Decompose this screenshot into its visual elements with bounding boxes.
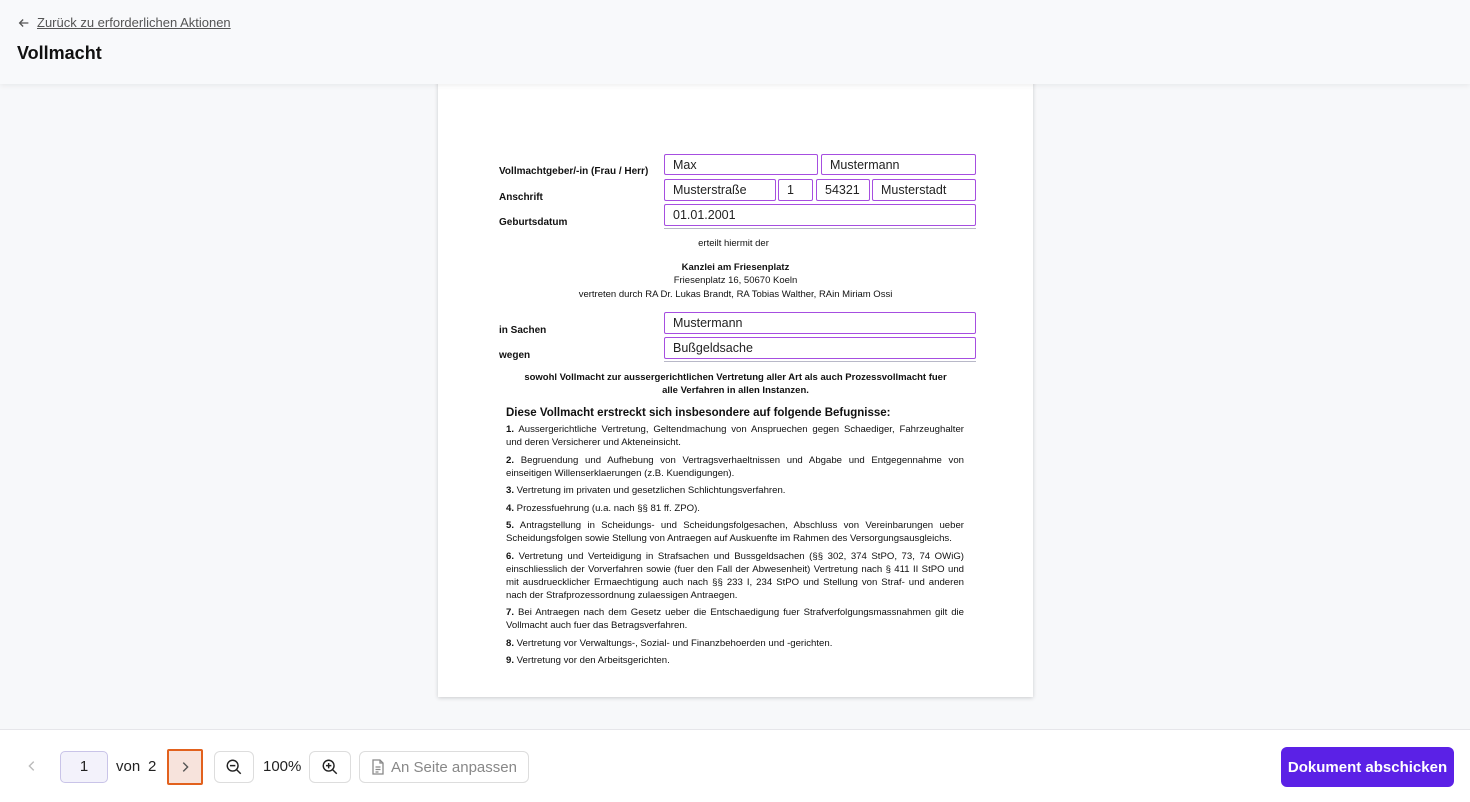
power-text: Vertretung vor den Arbeitsgerichten. bbox=[514, 655, 670, 666]
power-number: 1. bbox=[506, 424, 515, 435]
previous-page-button[interactable] bbox=[20, 750, 44, 782]
total-pages: 2 bbox=[148, 758, 157, 775]
zoom-in-button[interactable] bbox=[309, 751, 351, 783]
birthdate-label: Geburtsdatum bbox=[499, 217, 568, 228]
power-number: 6. bbox=[506, 550, 515, 562]
power-number: 9. bbox=[506, 655, 515, 666]
matter-field[interactable]: Mustermann bbox=[664, 312, 976, 334]
address-label: Anschrift bbox=[499, 192, 543, 203]
birthdate-field[interactable]: 01.01.2001 bbox=[664, 204, 976, 226]
power-number: 4. bbox=[506, 502, 515, 514]
principal-label: Vollmachtgeber/-in (Frau / Herr) bbox=[499, 166, 649, 177]
reason-label: wegen bbox=[499, 350, 531, 361]
power-number: 5. bbox=[506, 520, 515, 531]
street-field[interactable]: Musterstraße bbox=[664, 179, 776, 201]
power-item bbox=[506, 606, 964, 632]
chevron-left-icon bbox=[25, 759, 39, 773]
power-item bbox=[506, 454, 964, 480]
power-text: Vertretung vor Verwaltungs-, Sozial- und Finanzbehoerden und -gerichten. bbox=[514, 637, 833, 649]
zip-field[interactable]: 54321 bbox=[816, 179, 870, 201]
zoom-level: 100% bbox=[263, 758, 302, 775]
power-text: Antragstellung in Scheidungs- und Scheidungsfolgesachen, Abschluss von Vereinbarungen ueber Scheidungsfolgen sowie Stellung von Antraegen auf Auskuenfte im Rahmen des Versorgungsausgleichs. bbox=[506, 520, 964, 544]
field-underline bbox=[664, 228, 976, 229]
firm-representatives: vertreten durch RA Dr. Lukas Brandt, RA Tobias Walther, RAin Miriam Ossi bbox=[578, 289, 893, 300]
zoom-out-icon bbox=[225, 758, 243, 776]
zoom-out-button[interactable] bbox=[214, 751, 254, 783]
reason-field[interactable]: Bußgeldsache bbox=[664, 337, 976, 359]
back-link-label[interactable]: Zurück zu erforderlichen Aktionen bbox=[37, 15, 231, 30]
chevron-right-icon bbox=[178, 760, 192, 774]
page-number-input[interactable]: 1 bbox=[60, 751, 108, 783]
firm-name: Kanzlei am Friesenplatz bbox=[681, 262, 790, 273]
city-field[interactable]: Musterstadt bbox=[872, 179, 976, 201]
zoom-in-icon bbox=[321, 758, 339, 776]
of-label: von bbox=[116, 758, 141, 775]
first-name-field[interactable]: Max bbox=[664, 154, 818, 175]
power-item bbox=[506, 550, 964, 602]
power-number: 8. bbox=[506, 637, 515, 649]
power-item bbox=[506, 519, 964, 545]
power-text: Bei Antraegen nach dem Gesetz ueber die Entschaedigung fuer Strafverfolgungsmassnahmen gilt die Vollmacht auch fuer das Betragsverfahren. bbox=[506, 607, 964, 631]
viewer-toolbar bbox=[0, 729, 1470, 802]
grants-text: erteilt hiermit der bbox=[698, 238, 769, 249]
power-item bbox=[506, 423, 964, 449]
powers-heading: Diese Vollmacht erstreckt sich insbesondere auf folgende Befugnisse: bbox=[506, 407, 891, 419]
scope-line-1: sowohl Vollmacht zur aussergerichtlichen Vertretung aller Art als auch Prozessvollmacht fuer bbox=[524, 372, 947, 383]
power-item bbox=[506, 637, 964, 650]
page-title: Vollmacht bbox=[17, 43, 102, 63]
power-number: 2. bbox=[506, 454, 515, 466]
power-text: Begruendung und Aufhebung von Vertragsverhaeltnissen und Abgabe und Entgegennahme von einseitigen Willenserklaerungen (z.B. Kuendigungen). bbox=[506, 454, 964, 479]
power-item bbox=[506, 502, 964, 515]
submit-document-button[interactable]: Dokument abschicken bbox=[1281, 747, 1454, 787]
powers-section bbox=[506, 407, 964, 672]
scope-line-2: alle Verfahren in allen Instanzen. bbox=[662, 385, 809, 396]
arrow-left-icon bbox=[17, 16, 31, 30]
house-number-field[interactable]: 1 bbox=[778, 179, 813, 201]
power-number: 7. bbox=[506, 607, 515, 618]
field-underline bbox=[664, 361, 976, 362]
next-page-button[interactable] bbox=[167, 749, 203, 785]
power-item bbox=[506, 484, 964, 497]
power-text: Vertretung und Verteidigung in Strafsachen und Bussgeldsachen (§§ 302, 374 StPO, 73, 74 OWiG) einschliesslich der Vorverfahren sowie (fuer den Fall der Abwesenheit) Vertretung nach § 411 II StPO und mit ausdruecklicher Ermaechtigung auch nach §§ 233 I, 234 StPO und Stellung von Straf- und anderen nach der Strafprozessordnung zulaessigen Antraegen. bbox=[506, 550, 964, 601]
firm-address: Friesenplatz 16, 50670 Koeln bbox=[673, 275, 798, 286]
power-number: 3. bbox=[506, 485, 515, 496]
fit-to-page-label: An Seite anpassen bbox=[391, 758, 517, 776]
document-page bbox=[438, 64, 1033, 697]
power-text: Vertretung im privaten und gesetzlichen Schlichtungsverfahren. bbox=[514, 485, 786, 496]
fit-to-page-button[interactable] bbox=[359, 751, 529, 783]
document-viewer[interactable] bbox=[0, 84, 1470, 729]
document-icon bbox=[371, 759, 385, 775]
power-text: Aussergerichtliche Vertretung, Geltendmachung von Anspruechen gegen Schaediger, Fahrzeughalter und deren Versicherer und Akteneinsicht. bbox=[506, 424, 964, 448]
back-link[interactable] bbox=[17, 15, 231, 30]
page-header bbox=[0, 0, 1470, 84]
power-text: Prozessfuehrung (u.a. nach §§ 81 ff. ZPO). bbox=[514, 502, 700, 514]
matter-label: in Sachen bbox=[499, 325, 547, 336]
last-name-field[interactable]: Mustermann bbox=[821, 154, 976, 175]
powers-list bbox=[506, 423, 964, 667]
power-item bbox=[506, 654, 964, 667]
